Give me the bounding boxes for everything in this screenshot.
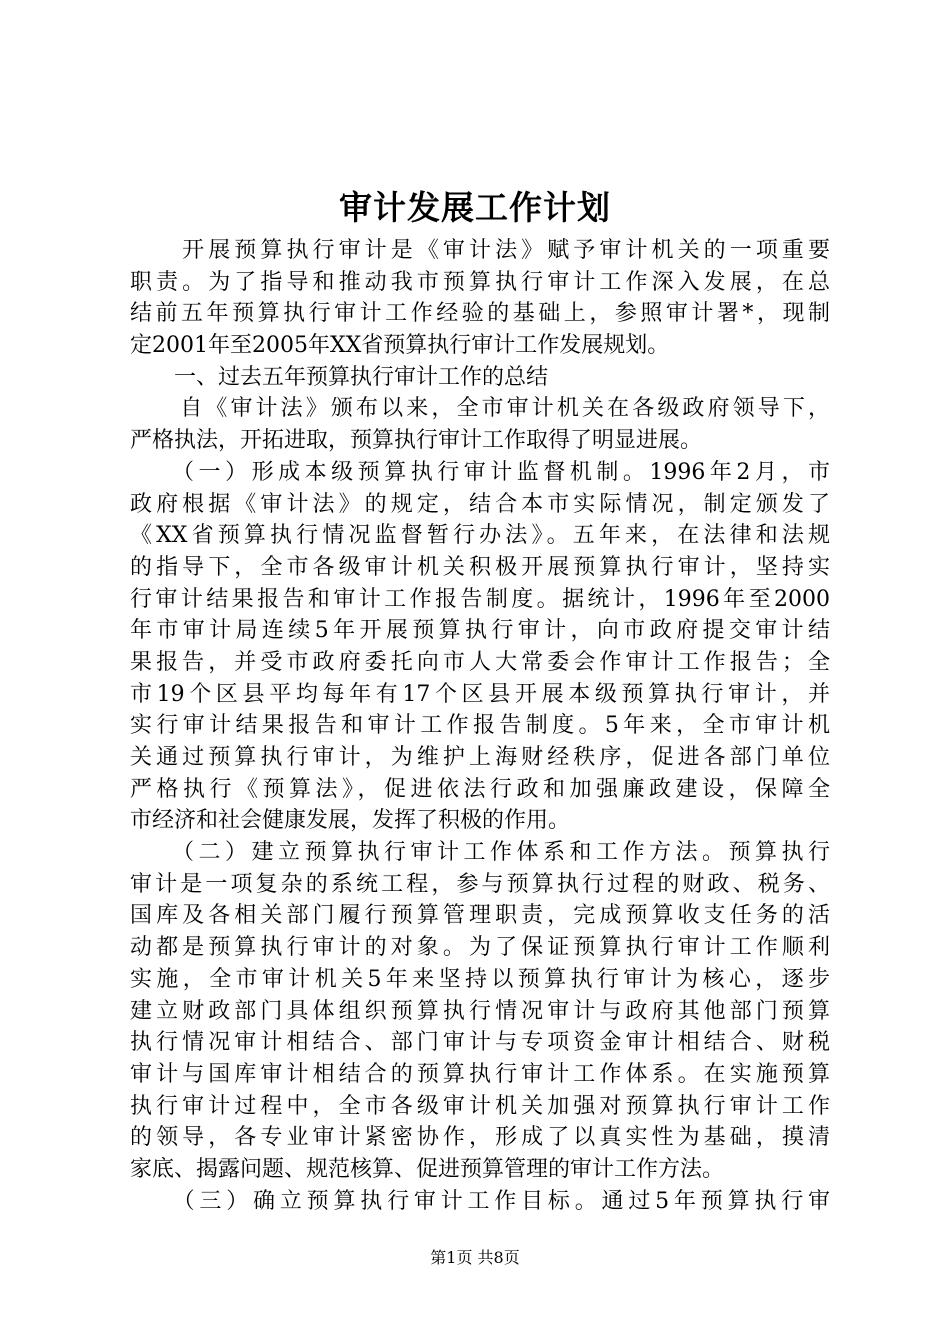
body-text-line: 开展预算执行审计是《审计法》赋予审计机关的一项重要	[130, 238, 830, 263]
body-text-line: 执行情况审计相结合、部门审计与专项资金审计相结合、财税	[130, 1030, 830, 1056]
body-text-line: 建立财政部门具体组织预算执行情况审计与政府其他部门预算	[130, 998, 830, 1024]
body-text-line: 国库及各相关部门履行预算管理职责，完成预算收支任务的活	[130, 903, 830, 929]
body-text-line: （二）建立预算执行审计工作体系和工作方法。预算执行	[130, 840, 830, 866]
body-text-line: 年市审计局连续5年开展预算执行审计，向市政府提交审计结	[130, 618, 830, 644]
body-text-line: 自《审计法》颁布以来，全市审计机关在各级政府领导下，	[130, 396, 830, 422]
body-text-line: 动都是预算执行审计的对象。为了保证预算执行审计工作顺利	[130, 935, 830, 961]
body-text-line: 的指导下，全市各级审计机关积极开展预算执行审计，坚持实	[130, 554, 830, 580]
body-text-line: （一）形成本级预算执行审计监督机制。1996年2月，市	[130, 459, 830, 485]
body-text-line: 严格执行《预算法》，促进依法行政和加强廉政建设，保障全	[130, 776, 830, 802]
body-text-line: 结前五年预算执行审计工作经验的基础上，参照审计署*，现制	[130, 301, 830, 327]
body-text-line: 定2001年至2005年XX省预算执行审计工作发展规划。	[130, 333, 670, 359]
body-text-line: 的领导，各专业审计紧密协作，形成了以真实性为基础，摸清	[130, 1125, 830, 1151]
body-text-line: 行审计结果报告和审计工作报告制度。据统计，1996年至2000	[130, 586, 830, 612]
body-text-line: （三）确立预算执行审计工作目标。通过5年预算执行审	[130, 1188, 830, 1214]
body-text-line: 实施，全市审计机关5年来坚持以预算执行审计为核心，逐步	[130, 966, 830, 992]
body-text-line: 职责。为了指导和推动我市预算执行审计工作深入发展，在总	[130, 269, 830, 295]
body-text-line: 审计与国库审计相结合的预算执行审计工作体系。在实施预算	[130, 1061, 830, 1087]
body-text-line: 实行审计结果报告和审计工作报告制度。5年来，全市审计机	[130, 713, 830, 739]
body-text-line: 关通过预算执行审计，为维护上海财经秩序，促进各部门单位	[130, 745, 830, 770]
body-text-line: 严格执法，开拓进取，预算执行审计工作取得了明显进展。	[130, 428, 703, 454]
document-body	[130, 235, 830, 1217]
body-text-line: 审计是一项复杂的系统工程，参与预算执行过程的财政、税务、	[130, 871, 830, 897]
body-text-line: 一、过去五年预算执行审计工作的总结	[130, 364, 549, 390]
body-text-line: 执行审计过程中，全市各级审计机关加强对预算执行审计工作	[130, 1093, 830, 1119]
body-text-line: 政府根据《审计法》的规定，结合本市实际情况，制定颁发了	[130, 491, 830, 517]
page-footer: 第1页 共8页	[430, 1248, 520, 1267]
document-title: 审计发展工作计划	[339, 188, 611, 227]
body-text-line: 果报告，并受市政府委托向市人大常委会作审计工作报告；全	[130, 649, 830, 675]
body-text-line: 市19个区县平均每年有17个区县开展本级预算执行审计，并	[130, 681, 830, 707]
body-text-line: 《XX省预算执行情况监督暂行办法》。五年来，在法律和法规	[130, 523, 830, 549]
body-text-line: 家底、揭露问题、规范核算、促进预算管理的审计工作方法。	[130, 1156, 725, 1182]
body-text-line: 市经济和社会健康发展，发挥了积极的作用。	[130, 808, 571, 834]
